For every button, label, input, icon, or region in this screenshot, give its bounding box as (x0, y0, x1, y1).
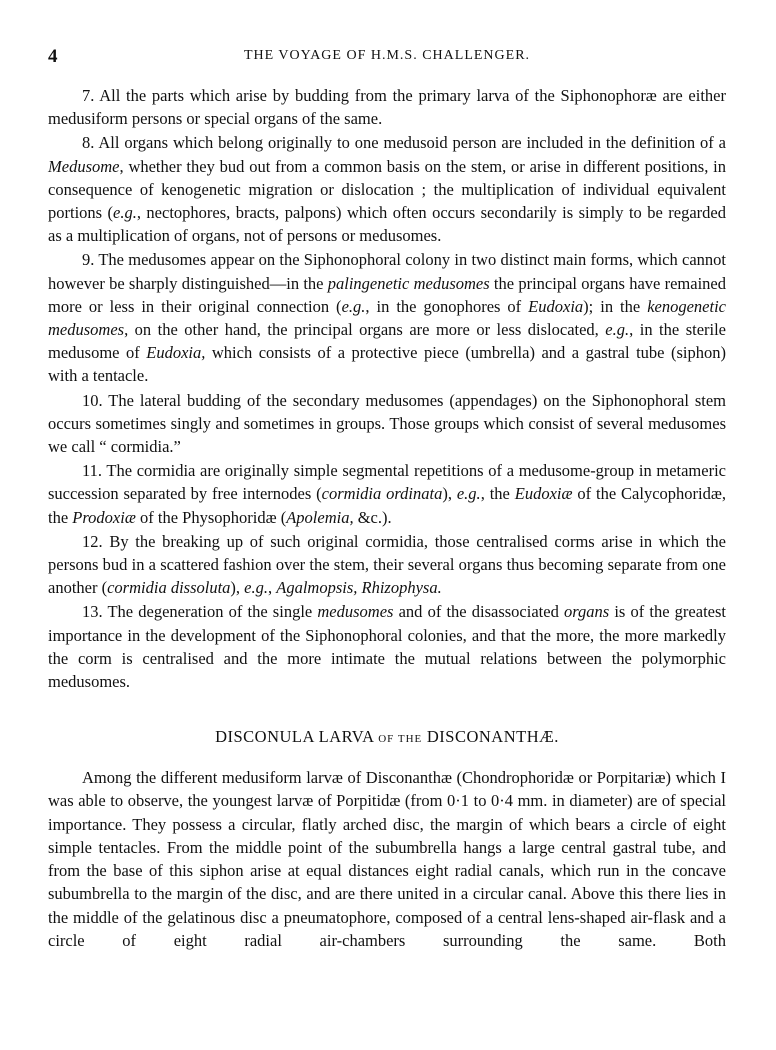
paragraph-12 (48, 530, 726, 600)
text-run: ), (230, 578, 245, 598)
text-run: 12. By the breaking up of such original cormidia, those centralised corms arise in which the persons bud in a scattered fashion over the stem, their several organs thus becoming separate from one another ( (48, 531, 726, 598)
italic-term: Apolemia, (286, 507, 354, 527)
heading-text: DISCONANTHÆ. (422, 727, 559, 747)
paragraph-10: 10. The lateral budding of the secondary medusomes (appendages) on the Siphonophoral stem occurs sometimes singly and sometimes in groups. Those groups which consist of several medusomes we call “ cormidia.” (48, 390, 726, 457)
text-run: of the Calycophoridæ, the (48, 484, 726, 527)
paragraph-9 (48, 248, 726, 387)
italic-term: Eudoxia (528, 296, 584, 316)
text-run: and of the disassociated (393, 602, 564, 622)
italic-term: cormidia dissoluta (107, 578, 231, 598)
italic-term: Prodoxiæ (72, 507, 136, 527)
body-text (48, 84, 726, 952)
text-run: ), (442, 484, 457, 504)
italic-term: Medusome (48, 156, 120, 176)
italic-term: Eudoxiæ (514, 484, 573, 504)
section-heading (48, 727, 726, 747)
italic-term: kenogenetic medusomes (48, 296, 726, 340)
paragraph-8 (48, 131, 726, 247)
text-run: 13. The degeneration of the single (82, 602, 318, 622)
italic-term: e.g. (244, 578, 268, 598)
text-run: is of the greatest importance in the development of the Siphonophoral colonies, and that the more, the more markedly the corm is centralised and the more intimate the mutual relations between the polymorphic medusomes. (48, 602, 726, 692)
text-run: the principal organs have remained more or less in their original connection ( (48, 273, 726, 316)
italic-term: Agalmopsis, Rhizophysa. (276, 578, 442, 598)
text-run: of the Physophoridæ ( (135, 507, 287, 527)
text-run: , on the other hand, the principal organs are more or less dislocated, (124, 320, 606, 340)
heading-small-caps: OF THE (378, 733, 423, 746)
italic-term: e.g. (605, 320, 630, 340)
paragraph-disconula: Among the different medusiform larvæ of Disconanthæ (Chondrophoridæ or Porpitariæ) which I was able to observe, the youngest larvæ of Porpitidæ (from 0·1 to 0·4 mm. in diameter) are of special importance. They possess a circular, flatly arched disc, the margin of which bears a circle of eight simple tentacles. From the middle point of the subumbrella hangs a large central gastral tube, and from the base of this siphon arise at equal distances eight radial canals, which run in the concave subumbrella to the margin of the disc, and are there united in a circular canal. Above this there lies in the middle of the gelatinous disc a pneumatophore, composed of a central lens-shaped air-flask and a circle of eight radial air-chambers surrounding the same. Both (48, 768, 726, 950)
paragraph-11 (48, 459, 726, 529)
text-run: 8. All organs which belong originally to one medusoid person are included in the definition of a (82, 133, 726, 153)
italic-term: e.g. (113, 203, 137, 223)
italic-term: palingenetic medusomes (327, 273, 490, 293)
italic-term: e.g. (456, 484, 481, 504)
italic-term: e.g. (341, 296, 366, 316)
text-run: &c.). (353, 507, 392, 527)
text-run: , whether they bud out from a common basis on the stem, or arise in different positions, in consequence of kenogenetic migration or dislocation ; the multiplication of individual equivalent portions ( (48, 156, 726, 223)
text-run: , in the sterile medusome of (48, 320, 727, 363)
page-number: 4 (48, 46, 58, 67)
text-run: , nectophores, bracts, palpons) which often occurs secondarily is simply to be regarded as a multiplication of organs, not of persons or medusomes. (48, 203, 726, 246)
text-run: , (268, 578, 277, 598)
text-run: which consists of a protective piece (umbrella) and a gastral tube (siphon) with a tentacle. (48, 343, 726, 386)
text-run: , the (480, 484, 515, 504)
text-run: ); in the (583, 296, 648, 316)
paragraph-13 (48, 600, 726, 693)
page-header (48, 46, 726, 70)
text-run: 9. The medusomes appear on the Siphonophoral colony in two distinct main forms, which cannot however be sharply distinguished—in the (48, 250, 726, 293)
italic-term: medusomes (317, 602, 394, 622)
text-run: , in the gonophores of (365, 296, 529, 316)
italic-term: Eudoxia, (146, 343, 206, 363)
italic-term: cormidia ordinata (321, 484, 443, 504)
text-run: 11. The cormidia are originally simple segmental repetitions of a medusome-group in metameric succession separated by free internodes ( (48, 461, 726, 504)
italic-term: organs (563, 602, 610, 622)
paragraph-7: 7. All the parts which arise by budding from the primary larva of the Siphonophoræ are either medusiform persons or special organs of the same. (48, 86, 726, 129)
running-title: THE VOYAGE OF H.M.S. CHALLENGER. (243, 48, 531, 63)
heading-text: DISCONULA LARVA (215, 727, 379, 747)
